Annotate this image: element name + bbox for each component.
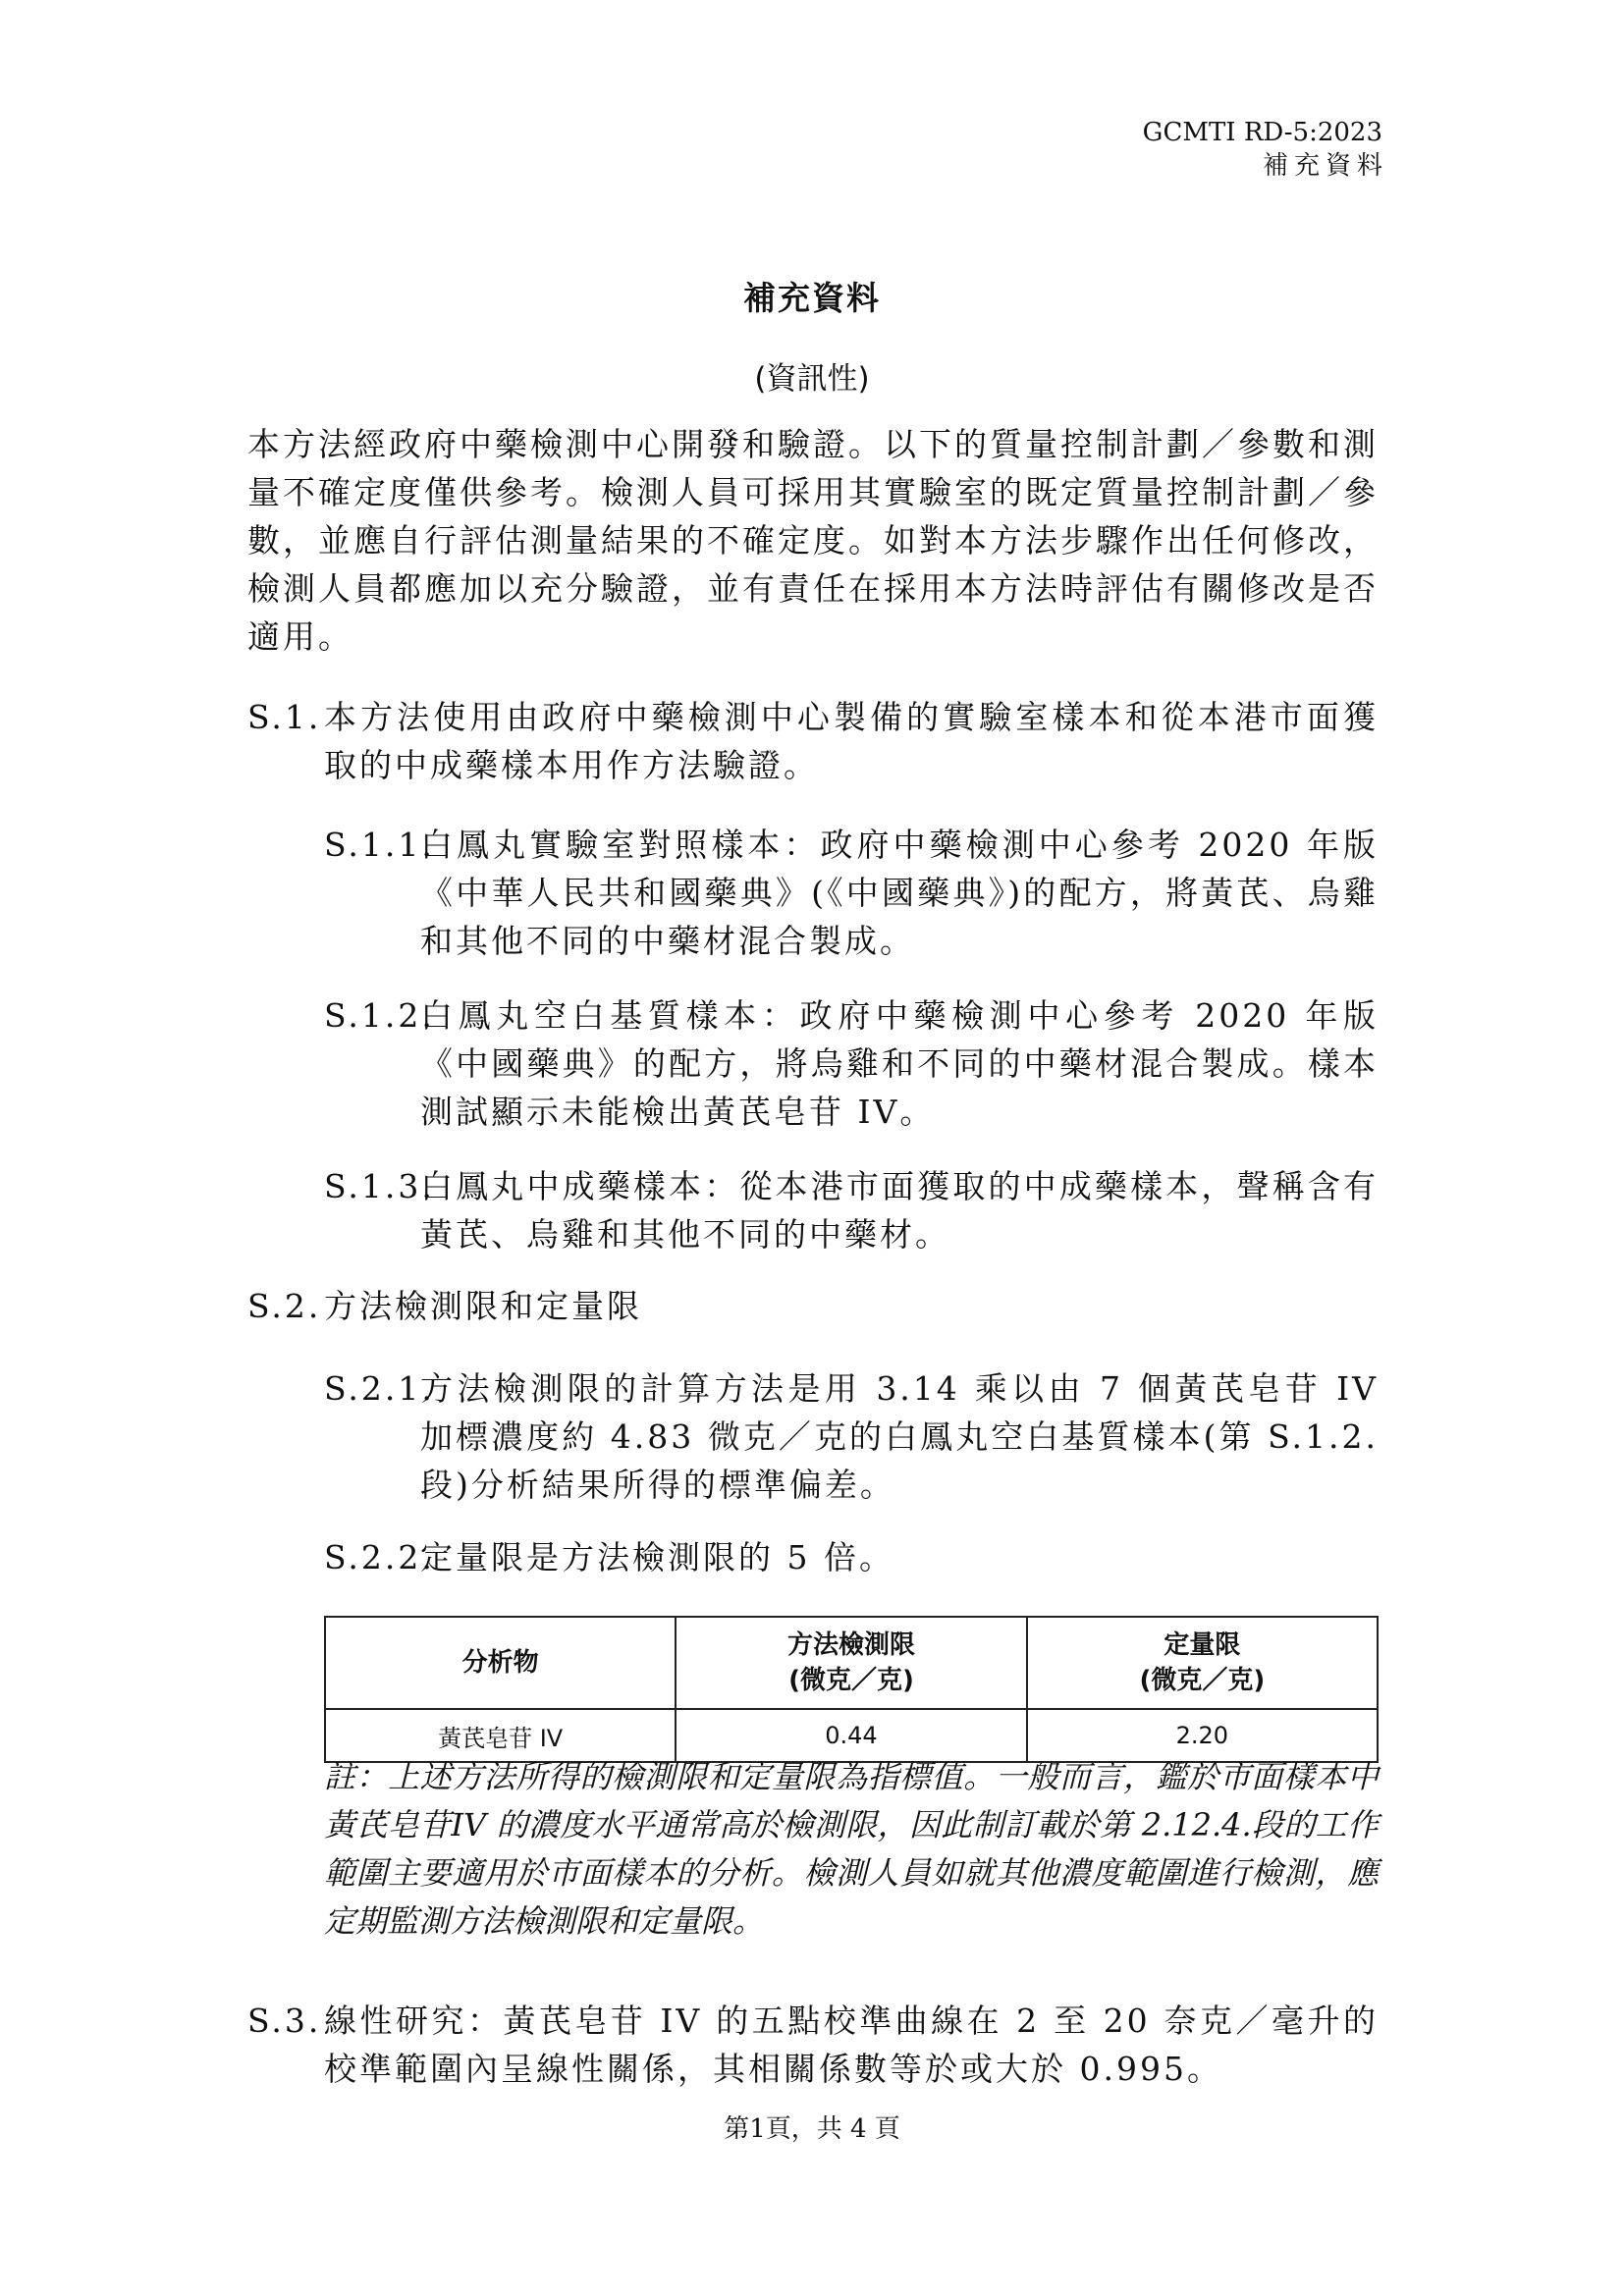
intro-paragraph: 本方法經政府中藥檢測中心開發和驗證。以下的質量控制計劃／參數和測量不確定度僅供參考。檢測人員可採用其實驗室的既定質量控制計劃／參數，並應自行評估測量結果的不確定度。如對本方法步驟作出任何修改，檢測人員都應加以充分驗證，並有責任在採用本方法時評估有關修改是否適用。	[247, 425, 1379, 656]
header-lod	[676, 1617, 1026, 1709]
section-s1-2	[324, 991, 1379, 1136]
page-footer: 第1頁，共 4 頁	[724, 2114, 900, 2144]
header-loq-label: 定量限 (微克／克)	[1139, 1630, 1266, 1695]
section-text: 定量限是方法檢測限的 5 倍。	[420, 1538, 894, 1576]
header-analyte	[325, 1617, 676, 1709]
cell-lod: 0.44	[676, 1709, 1026, 1762]
section-number: S.1.	[247, 698, 322, 736]
section-s2-1	[324, 1364, 1379, 1509]
detection-limit-table	[324, 1616, 1379, 1763]
section-number: S.1.3.	[324, 1167, 435, 1205]
section-number: S.2.	[247, 1287, 322, 1325]
section-s2	[247, 1282, 1379, 1330]
cell-analyte: 黃芪皂苷 IV	[325, 1709, 676, 1762]
section-number: S.2.1.	[324, 1369, 435, 1408]
header-loq	[1027, 1617, 1378, 1709]
section-s1-3	[324, 1162, 1379, 1258]
table-header-row	[325, 1617, 1378, 1709]
section-s2-2	[324, 1533, 1379, 1581]
section-text: 線性研究：黃芪皂苷 IV 的五點校準曲線在 2 至 20 奈克／毫升的校準範圍內呈線性關係，其相關係數等於或大於 0.995。	[324, 2002, 1379, 2088]
section-number: S.1.1.	[324, 826, 435, 864]
section-number: S.3.	[247, 2002, 322, 2040]
table-note: 註：上述方法所得的檢測限和定量限為指標值。一般而言，鑑於市面樣本中黃芪皂苷IV 的濃度水平通常高於檢測限，因此制訂載於第 2.12.4.段的工作範圍主要適用於市面樣本的分析。檢測人員如就其他濃度範圍進行檢測，應定期監測方法檢測限和定量限。	[324, 1758, 1379, 1940]
section-number: S.1.2.	[324, 996, 435, 1035]
page-title: 補充資料	[743, 279, 881, 317]
header-analyte-label: 分析物	[461, 1648, 539, 1678]
section-text: 本方法使用由政府中藥檢測中心製備的實驗室樣本和從本港市面獲取的中成藥樣本用作方法驗證。	[324, 698, 1379, 784]
cell-loq: 2.20	[1027, 1709, 1378, 1762]
document-code: GCMTI RD-5:2023	[1142, 118, 1382, 147]
section-s3	[247, 1997, 1379, 2093]
section-number: S.2.2.	[324, 1538, 435, 1576]
header-subtitle: 補充資料	[1262, 151, 1388, 181]
section-text: 白鳳丸實驗室對照樣本：政府中藥檢測中心參考 2020 年版《中華人民共和國藥典》(《中國藥典》)的配方，將黃芪、烏雞和其他不同的中藥材混合製成。	[420, 826, 1379, 960]
section-text: 方法檢測限的計算方法是用 3.14 乘以由 7 個黃芪皂苷 IV 加標濃度約 4.83 微克／克的白鳳丸空白基質樣本(第 S.1.2. 段)分析結果所得的標準偏差。	[420, 1369, 1379, 1504]
page-subtitle: (資訊性)	[754, 361, 870, 397]
section-s1	[247, 693, 1379, 789]
header-lod-label: 方法檢測限 (微克／克)	[786, 1630, 915, 1695]
section-text: 方法檢測限和定量限	[324, 1287, 642, 1325]
section-text: 白鳳丸中成藥樣本：從本港市面獲取的中成藥樣本，聲稱含有黃芪、烏雞和其他不同的中藥材。	[420, 1167, 1379, 1254]
section-text: 白鳳丸空白基質樣本：政府中藥檢測中心參考 2020 年版《中國藥典》的配方，將烏雞和不同的中藥材混合製成。樣本測試顯示未能檢出黃芪皂苷 IV。	[420, 996, 1379, 1131]
section-s1-1	[324, 821, 1379, 965]
page-header	[1142, 116, 1388, 183]
